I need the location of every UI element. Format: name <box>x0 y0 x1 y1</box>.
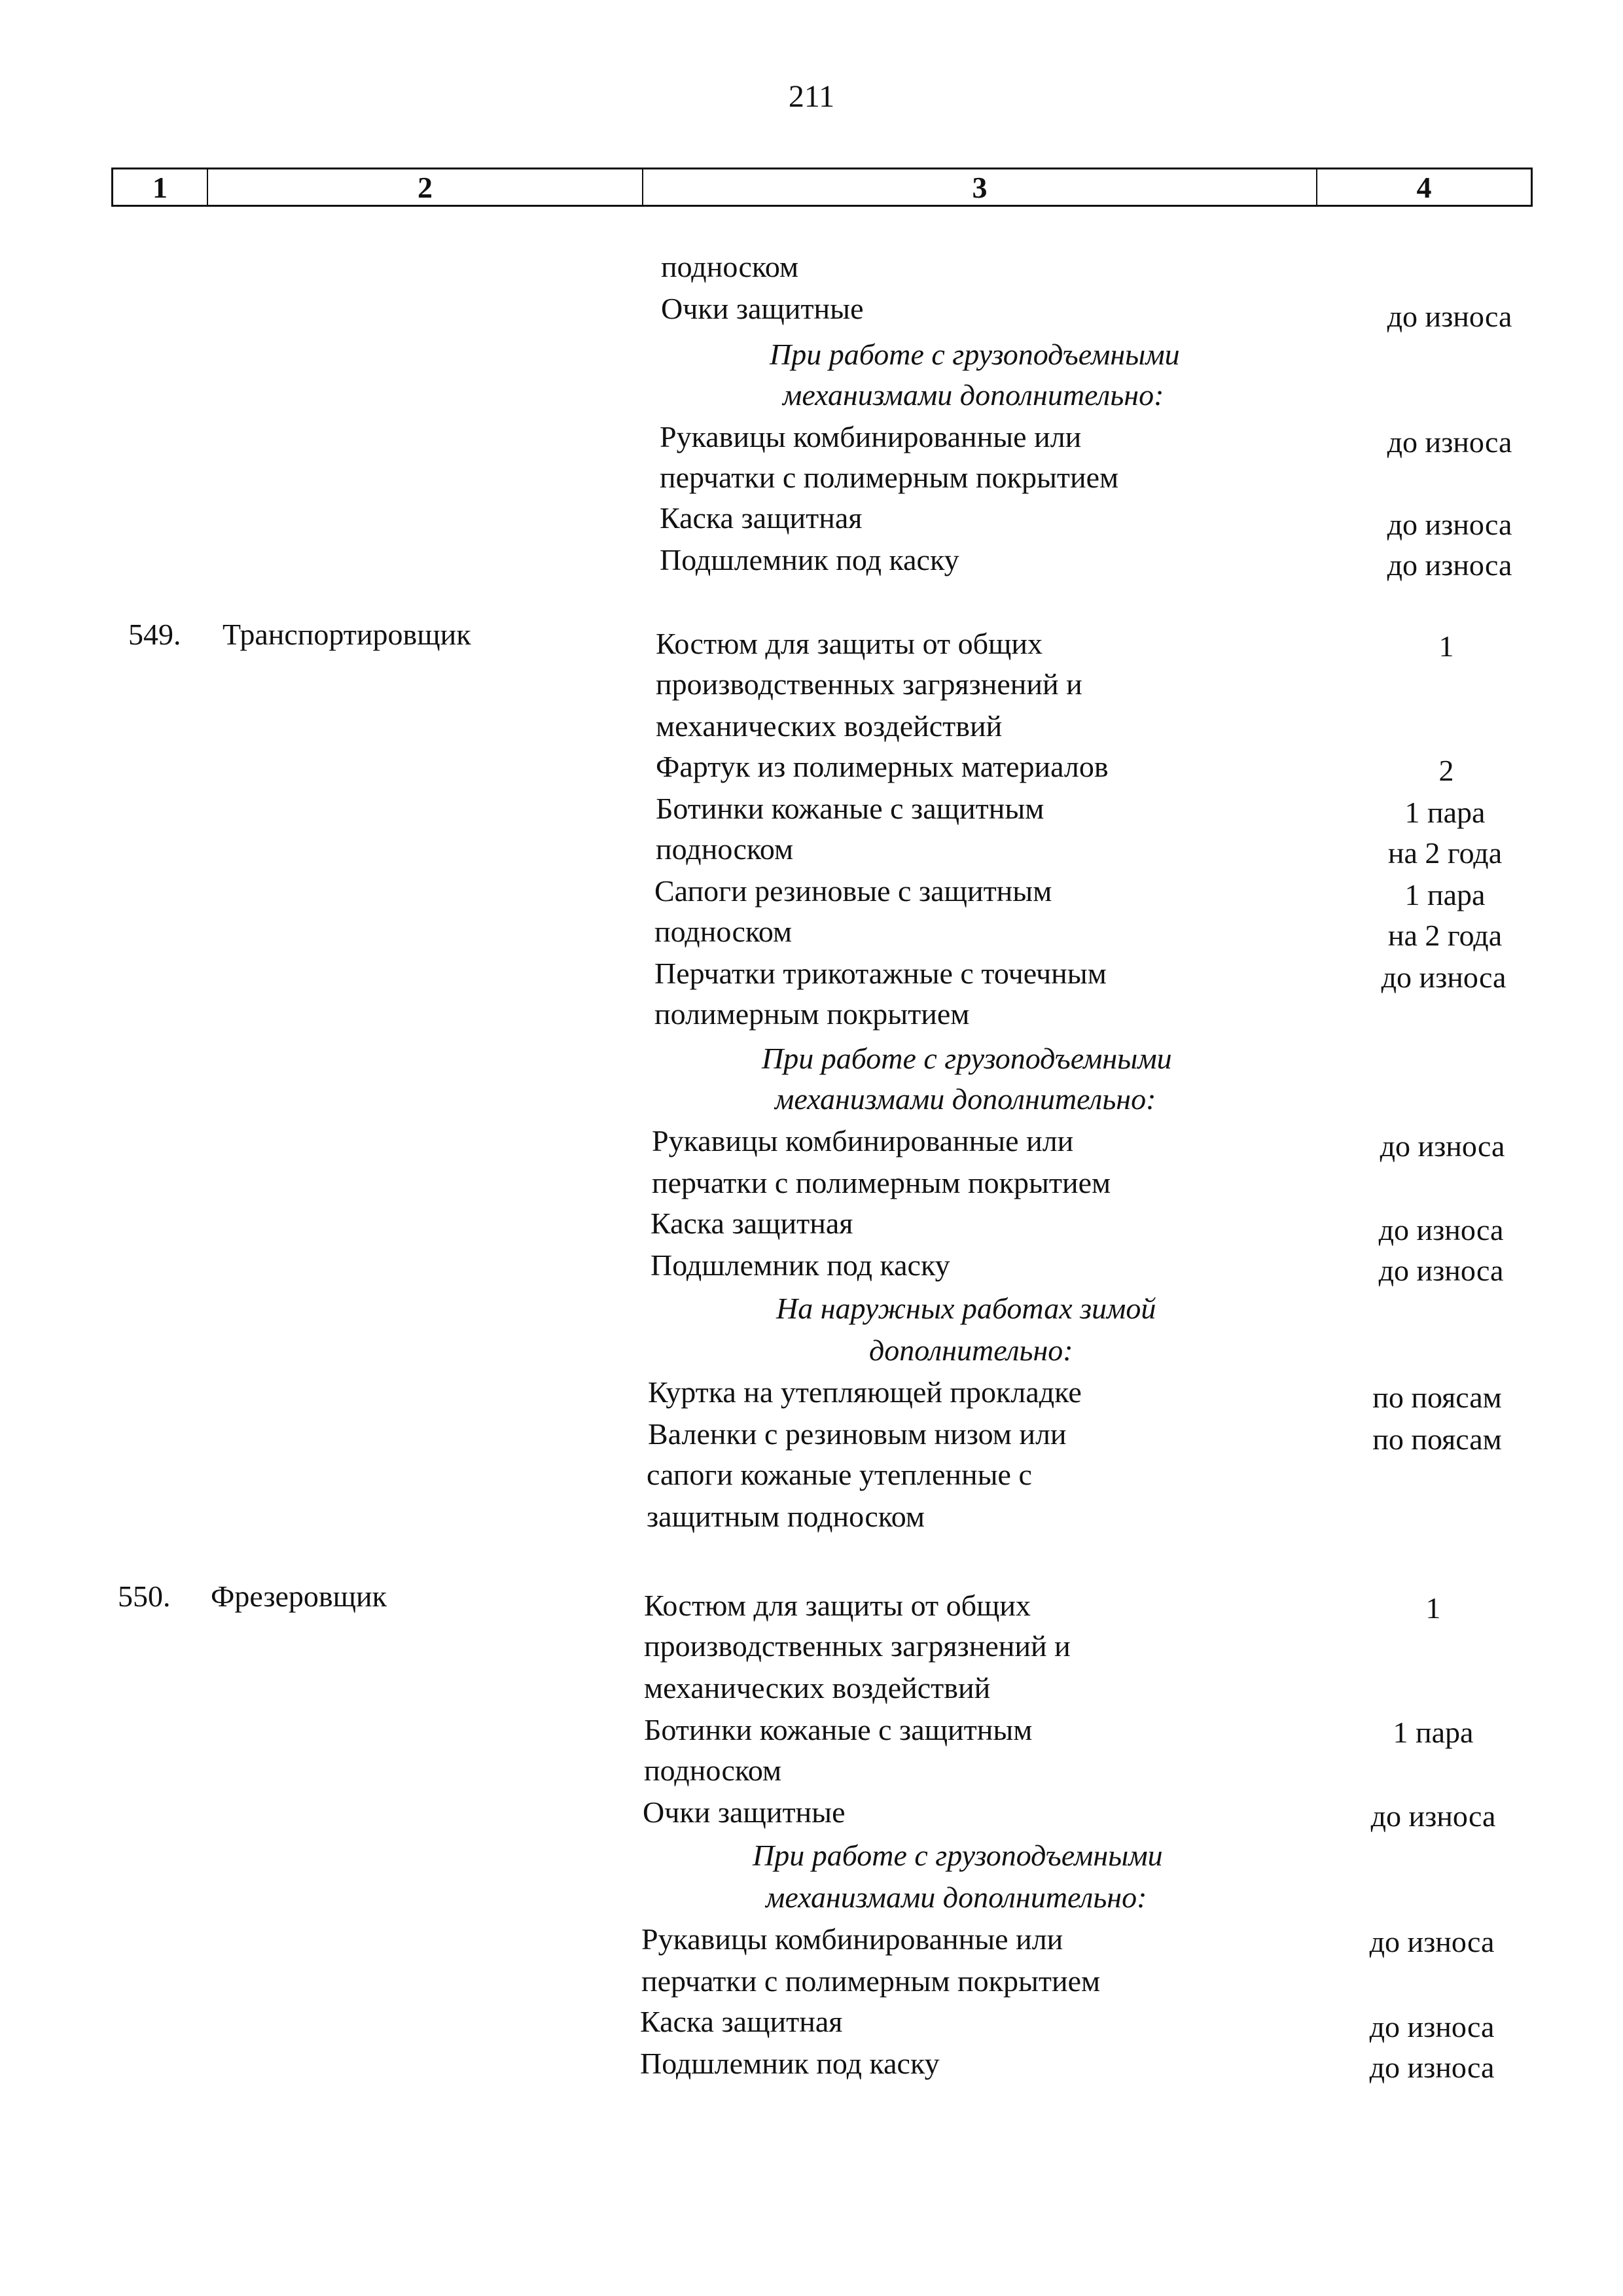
norm-value: до износа <box>1370 1799 1496 1833</box>
norm-value: до износа <box>1381 961 1507 994</box>
item-text: защитным подноском <box>647 1500 925 1533</box>
item-text: механических воздействий <box>656 709 1003 743</box>
item-text: Очки защитные <box>643 1795 846 1829</box>
item-text: Подшлемник под каску <box>640 2047 940 2080</box>
item-text: механических воздействий <box>644 1671 991 1704</box>
norm-value: до износа <box>1369 2010 1495 2043</box>
column-header-4: 4 <box>1416 170 1432 204</box>
item-text: подноском <box>656 832 794 866</box>
item-text: Подшлемник под каску <box>651 1248 950 1282</box>
profession-title: Транспортировщик <box>223 618 471 651</box>
norm-value: 1 пара <box>1404 878 1486 911</box>
profession-title: Фрезеровщик <box>211 1580 387 1613</box>
condition-heading: При работе с грузоподъемными <box>762 1042 1172 1075</box>
item-text: Валенки с резиновым низом или <box>648 1417 1067 1451</box>
norm-value: 1 <box>1425 1591 1441 1625</box>
item-text: подноском <box>661 250 799 283</box>
norm-value: 2 <box>1438 754 1454 787</box>
norm-value: до износа <box>1380 1129 1505 1163</box>
row-number: 550. <box>118 1580 171 1613</box>
norm-value: 1 пара <box>1393 1716 1474 1749</box>
condition-heading: механизмами дополнительно: <box>766 1881 1147 1914</box>
norm-value: 1 пара <box>1404 796 1486 829</box>
condition-heading: механизмами дополнительно: <box>783 378 1164 412</box>
norm-value: до износа <box>1387 508 1512 541</box>
item-text: перчатки с полимерным покрытием <box>641 1964 1101 1998</box>
item-text: Рукавицы комбинированные или <box>641 1922 1063 1956</box>
item-text: Каска защитная <box>660 501 863 535</box>
norm-value: до износа <box>1378 1213 1504 1246</box>
condition-heading: механизмами дополнительно: <box>775 1082 1156 1116</box>
item-text: Рукавицы комбинированные или <box>660 420 1082 453</box>
item-text: Подшлемник под каску <box>660 543 959 576</box>
norm-value: на 2 года <box>1387 919 1503 952</box>
condition-heading: дополнительно: <box>869 1333 1073 1367</box>
item-text: Куртка на утепляющей прокладке <box>648 1375 1082 1409</box>
norm-value: 1 <box>1438 629 1454 663</box>
item-text: производственных загрязнений и <box>656 667 1082 701</box>
item-text: подноском <box>644 1754 782 1787</box>
item-text: Каска защитная <box>651 1207 853 1240</box>
item-text: перчатки с полимерным покрытием <box>652 1166 1111 1199</box>
column-header-2: 2 <box>208 169 643 205</box>
norm-value: на 2 года <box>1387 836 1503 870</box>
norm-value: до износа <box>1387 425 1512 459</box>
norm-value: до износа <box>1369 2051 1495 2084</box>
item-text: Очки защитные <box>661 292 864 325</box>
item-text: Ботинки кожаные с защитным <box>644 1713 1033 1746</box>
item-text: Костюм для защиты от общих <box>656 627 1043 660</box>
norm-value: до износа <box>1387 548 1512 582</box>
item-text: Перчатки трикотажные с точечным <box>654 957 1107 990</box>
norm-value: до износа <box>1369 1925 1495 1958</box>
item-text: Сапоги резиновые с защитным <box>654 874 1052 908</box>
column-header-3: 3 <box>643 169 1317 205</box>
row-number: 549. <box>128 618 181 651</box>
column-header-1: 1 <box>113 169 208 205</box>
norm-value: до износа <box>1378 1254 1504 1287</box>
item-text: сапоги кожаные утепленные с <box>647 1458 1032 1491</box>
item-text: перчатки с полимерным покрытием <box>660 461 1119 494</box>
item-text: Костюм для защиты от общих <box>644 1589 1031 1622</box>
item-text: производственных загрязнений и <box>644 1629 1071 1663</box>
item-text: Фартук из полимерных материалов <box>656 750 1109 783</box>
condition-heading: На наружных работах зимой <box>776 1292 1156 1325</box>
item-text: Ботинки кожаные с защитным <box>656 792 1044 825</box>
item-text: полимерным покрытием <box>654 997 970 1031</box>
item-text: подноском <box>654 915 793 948</box>
column-header-row <box>111 168 1533 207</box>
item-text: Рукавицы комбинированные или <box>652 1124 1074 1157</box>
condition-heading: При работе с грузоподъемными <box>770 338 1180 371</box>
condition-heading: При работе с грузоподъемными <box>753 1839 1163 1872</box>
norm-value: по поясам <box>1372 1381 1502 1414</box>
page-number: 211 <box>788 79 835 114</box>
item-text: Каска защитная <box>640 2005 843 2038</box>
norm-value: до износа <box>1387 300 1512 333</box>
norm-value: по поясам <box>1372 1422 1502 1456</box>
